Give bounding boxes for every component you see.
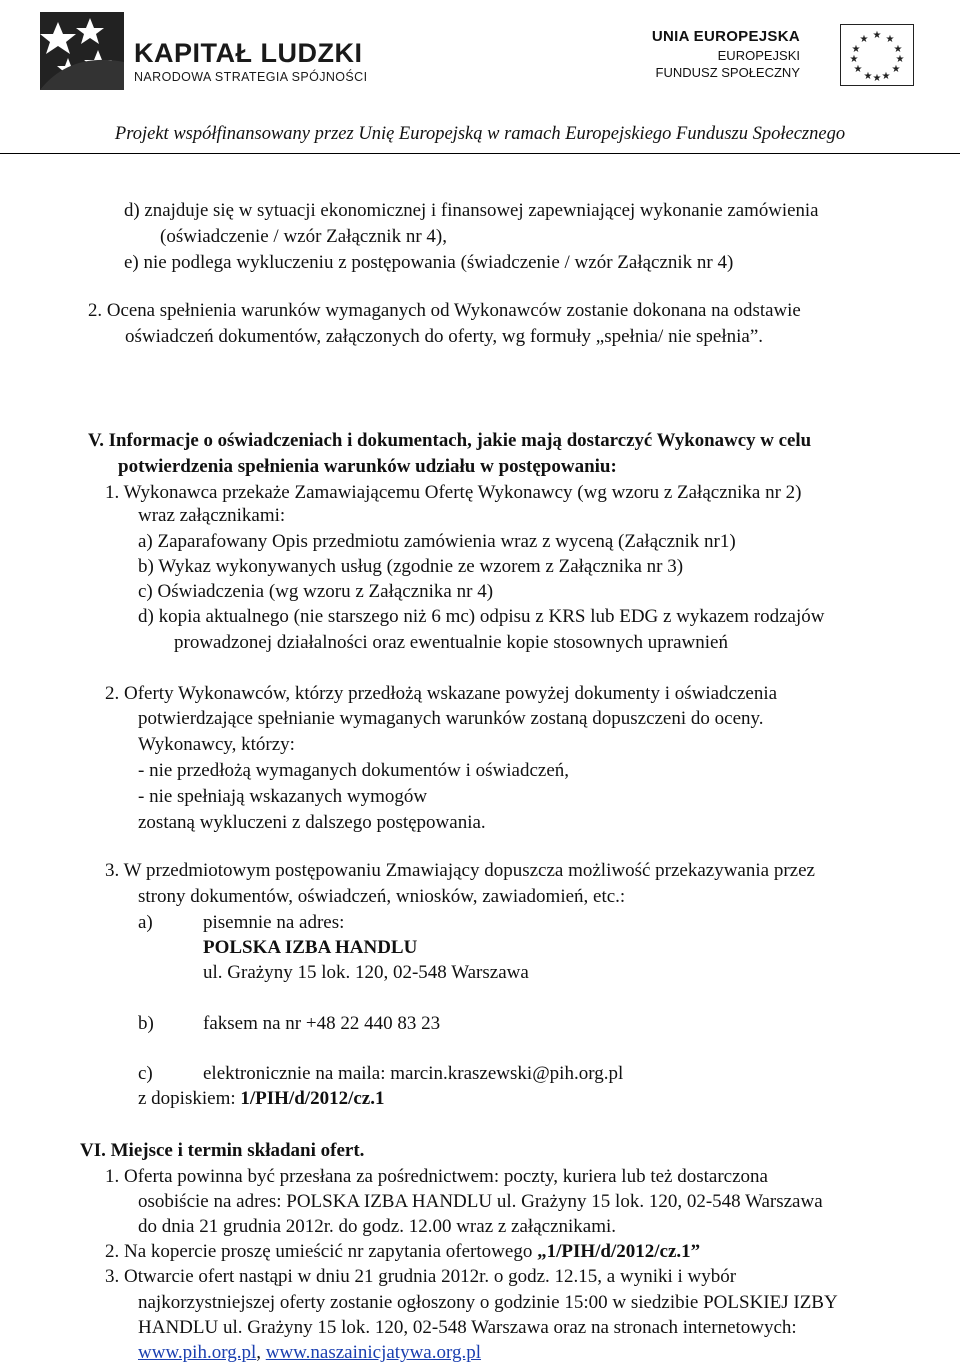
point-2-line-1: 2. Ocena spełnienia warunków wymaganych od Wykonawców zostanie dokonana na odstawie xyxy=(88,300,801,321)
v-point-3-b-text: faksem na nr +48 22 440 83 23 xyxy=(203,1013,441,1034)
v-point-2-line-6: zostaną wykluczeni z dalszego postępowania. xyxy=(138,812,486,833)
v-point-2-line-2: potwierdzające spełnianie wymaganych warunków zostaną dopuszczeni do oceny. xyxy=(138,708,764,729)
v-point-3-line-2: strony dokumentów, oświadczeń, wniosków, zawiadomień, etc.: xyxy=(138,886,626,907)
svg-text:★: ★ xyxy=(893,44,903,55)
vi-links xyxy=(138,1342,481,1364)
vi-point-2-code: „1/PIH/d/2012/cz.1” xyxy=(537,1241,701,1262)
ue-subtitle-2: FUNDUSZ SPOŁECZNY xyxy=(655,65,800,80)
svg-text:★: ★ xyxy=(885,34,895,45)
ue-efs-logo xyxy=(640,20,940,90)
section-vi-heading: VI. Miejsce i termin składani ofert. xyxy=(80,1140,365,1161)
svg-text:★: ★ xyxy=(872,73,882,84)
kapital-ludzki-logo xyxy=(40,12,380,92)
svg-text:★: ★ xyxy=(859,34,869,45)
vi-point-3-line-2: najkorzystniejszej oferty zostanie ogłoszony o godzinie 15:00 w siedzibie POLSKIEJ IZBY xyxy=(138,1292,838,1313)
v-point-3-a-text: pisemnie na adres: xyxy=(203,912,345,933)
v-point-3-a-address: ul. Grażyny 15 lok. 120, 02-548 Warszawa xyxy=(203,962,529,983)
svg-text:★: ★ xyxy=(872,30,882,41)
v-point-2-line-5: - nie spełniają wskazanych wymogów xyxy=(138,786,428,807)
v-point-1-item-a: a) Zaparafowany Opis przedmiotu zamówienia wraz z wyceną (Załącznik nr1) xyxy=(138,531,736,552)
v-point-1-item-b: b) Wykaz wykonywanych usług (zgodnie ze wzorem z Załącznika nr 3) xyxy=(138,556,684,577)
vi-point-1-line-3: do dnia 21 grudnia 2012r. do godz. 12.00 wraz z załącznikami. xyxy=(138,1216,617,1237)
vi-point-1-line-1: 1. Oferta powinna być przesłana za pośrednictwem: poczty, kuriera lub też dostarczona xyxy=(105,1166,768,1187)
project-tagline: Projekt współfinansowany przez Unię Europejską w ramach Europejskiego Funduszu Społecznego xyxy=(114,124,846,144)
section-v-heading-1: V. Informacje o oświadczeniach i dokumentach, jakie mają dostarczyć Wykonawcy w celu xyxy=(88,430,812,451)
vi-point-2-text: 2. Na kopercie proszę umieścić nr zapytania ofertowego xyxy=(105,1241,538,1262)
kapital-ludzki-emblem-icon xyxy=(40,12,124,90)
v-point-3-c-text: elektronicznie na maila: marcin.kraszewski@pih.org.pl xyxy=(203,1063,624,1084)
page-header xyxy=(0,0,960,160)
v-point-3-line-1: 3. W przedmiotowym postępowaniu Zmawiający dopuszcza możliwość przekazywania przez xyxy=(105,860,815,881)
svg-text:★: ★ xyxy=(863,71,873,82)
vi-point-1-line-2: osobiście na adres: POLSKA IZBA HANDLU ul. Grażyny 15 lok. 120, 02-548 Warszawa xyxy=(138,1191,823,1212)
svg-text:★: ★ xyxy=(851,44,861,55)
v-point-1-line-1: 1. Wykonawca przekaże Zamawiającemu Ofertę Wykonawcy (wg wzoru z Załącznika nr 2) xyxy=(105,482,802,503)
item-e: e) nie podlega wykluczeniu z postępowania (świadczenie / wzór Załącznik nr 4) xyxy=(124,252,734,273)
vi-point-3-line-3: HANDLU ul. Grażyny 15 lok. 120, 02-548 Warszawa oraz na stronach internetowych: xyxy=(138,1317,797,1338)
v-point-2-line-4: - nie przedłożą wymaganych dokumentów i oświadczeń, xyxy=(138,760,570,781)
kapital-ludzki-title: KAPITAŁ LUDZKI xyxy=(134,38,363,68)
v-point-1-item-d-2: prowadzonej działalności oraz ewentualnie kopie stosownych uprawnień xyxy=(174,632,728,653)
ue-title: UNIA EUROPEJSKA xyxy=(651,28,800,45)
vi-point-3-line-1: 3. Otwarcie ofert nastąpi w dniu 21 grudnia 2012r. o godz. 12.15, a wyniki i wybór xyxy=(105,1266,737,1287)
note-code: 1/PIH/d/2012/cz.1 xyxy=(240,1088,385,1109)
link-pih[interactable]: www.pih.org.pl xyxy=(138,1342,257,1363)
header-divider xyxy=(0,153,960,154)
v-point-3-note xyxy=(138,1088,384,1110)
v-point-3-c-label: c) xyxy=(138,1063,153,1084)
v-point-1-item-d-1: d) kopia aktualnego (nie starszego niż 6 mc) odpisu z KRS lub EDG z wykazem rodzajów xyxy=(138,606,825,627)
item-d-line-1: d) znajduje się w sytuacji ekonomicznej i finansowej zapewniającej wykonanie zamówienia xyxy=(124,200,819,221)
v-point-1-item-c: c) Oświadczenia (wg wzoru z Załącznika nr 4) xyxy=(138,581,494,602)
vi-point-2 xyxy=(105,1241,700,1263)
v-point-3-a-label: a) xyxy=(138,912,153,933)
link-separator: , xyxy=(256,1342,266,1363)
v-point-2-line-3: Wykonawcy, którzy: xyxy=(138,734,295,755)
ue-subtitle-1: EUROPEJSKI xyxy=(717,48,800,63)
note-prefix: z dopiskiem: xyxy=(138,1088,241,1109)
svg-text:★: ★ xyxy=(853,64,863,75)
link-naszainicjatywa[interactable]: www.naszainicjatywa.org.pl xyxy=(265,1342,482,1363)
svg-text:★: ★ xyxy=(881,71,891,82)
section-v-heading-2: potwierdzenia spełnienia warunków udziału w postępowaniu: xyxy=(118,456,617,477)
svg-text:★: ★ xyxy=(849,54,859,65)
point-2-line-2: oświadczeń dokumentów, załączonych do oferty, wg formuły „spełnia/ nie spełnia”. xyxy=(125,326,764,347)
kapital-ludzki-subtitle: NARODOWA STRATEGIA SPÓJNOŚCI xyxy=(134,70,368,84)
item-d-line-2: (oświadczenie / wzór Załącznik nr 4), xyxy=(160,226,447,247)
v-point-2-line-1: 2. Oferty Wykonawców, którzy przedłożą wskazane powyżej dokumenty i oświadczenia xyxy=(105,683,778,704)
v-point-1-line-2: wraz załącznikami: xyxy=(138,505,286,526)
svg-text:★: ★ xyxy=(895,54,905,65)
svg-text:★: ★ xyxy=(891,64,901,75)
v-point-3-a-name: POLSKA IZBA HANDLU xyxy=(203,937,418,958)
v-point-3-b-label: b) xyxy=(138,1013,154,1034)
eu-flag-icon xyxy=(840,24,914,86)
